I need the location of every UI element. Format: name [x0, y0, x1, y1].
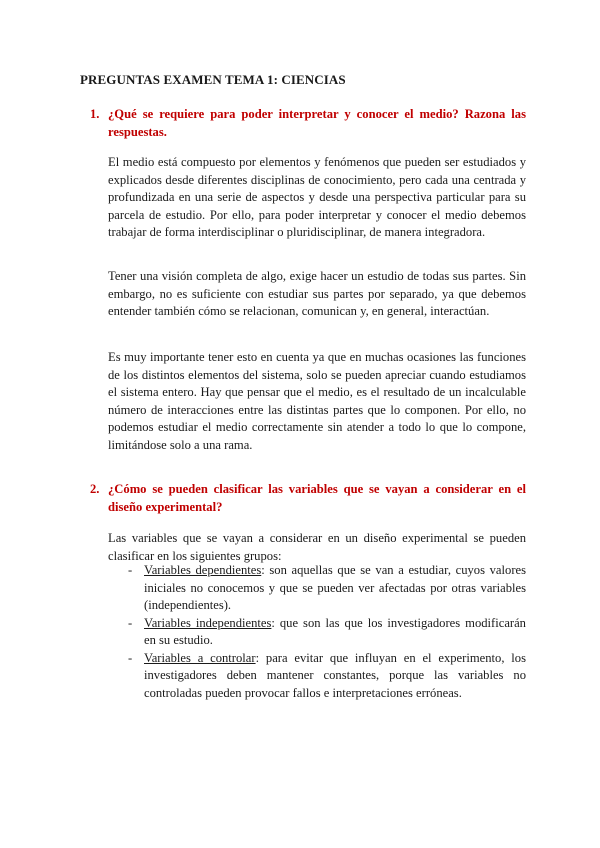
paragraph: Las variables que se vayan a considerar en un diseño experimental se pueden clasificar en los siguientes grupos:: [108, 531, 526, 563]
list-term: Variables a controlar: [144, 650, 256, 665]
question-1-heading: [80, 106, 526, 141]
question-2-heading: [80, 481, 526, 516]
paragraph: El medio está compuesto por elementos y fenómenos que pueden ser estudiados y explicados desde diferentes disciplinas de conocimiento, pero cada una centrada y profundizada en una serie de aspectos y desde una perspectiva particular para su parcela de estudio. Por ello, para poder interpretar y conocer el medio debemos trabajar de forma interdisciplinar o pluridisciplinar, de manera integradora.: [108, 155, 526, 239]
variables-list: [108, 562, 526, 702]
list-description: : que son las que los investigadores modificarán en su estudio.: [144, 615, 526, 647]
question-number: 2.: [90, 482, 100, 496]
list-term: Variables independientes: [144, 615, 272, 630]
list-description: : son aquellas que se van a estudiar, cuyos valores iniciales no conocemos y que se pueden ver afectadas por otras variables (independientes).: [144, 563, 527, 612]
list-term: Variables dependientes: [144, 563, 262, 577]
list-description: : para evitar que influyan en el experimento, los investigadores deben mantener constantes, porque las variables no controladas pueden provocar fallos e interpretaciones erróneas.: [144, 650, 526, 700]
list-item: [108, 650, 526, 703]
question-text: ¿Qué se requiere para poder interpretar y conocer el medio? Razona las respuestas.: [108, 107, 526, 139]
list-item: [108, 615, 526, 650]
question-text: ¿Cómo se pueden clasificar las variables que se vayan a considerar en el diseño experimental?: [108, 482, 526, 514]
document-title: PREGUNTAS EXAMEN TEMA 1: CIENCIAS: [80, 72, 346, 87]
paragraph: Es muy importante tener esto en cuenta ya que en muchas ocasiones las funciones de los distintos elementos del sistema, solo se pueden apreciar cuando estudiamos el sistema entero. Hay que pensar que el medio, es el resultado de un incalculable número de interacciones entre las distintas partes que lo componen. Por ello, no podemos estudiar el medio correctamente sin atender a todo lo que lo compone, limitándose solo a una rama.: [108, 350, 526, 452]
list-item: [108, 562, 526, 615]
list-dash: -: [128, 615, 133, 630]
paragraph: Tener una visión completa de algo, exige hacer un estudio de todas sus partes. Sin embargo, no es suficiente con estudiar sus partes por separado, ya que debemos entender también cómo se relacionan, comunican y, en general, interactúan.: [108, 269, 526, 318]
list-dash: -: [128, 650, 133, 665]
question-number: 1.: [90, 107, 100, 121]
list-dash: -: [128, 563, 133, 577]
